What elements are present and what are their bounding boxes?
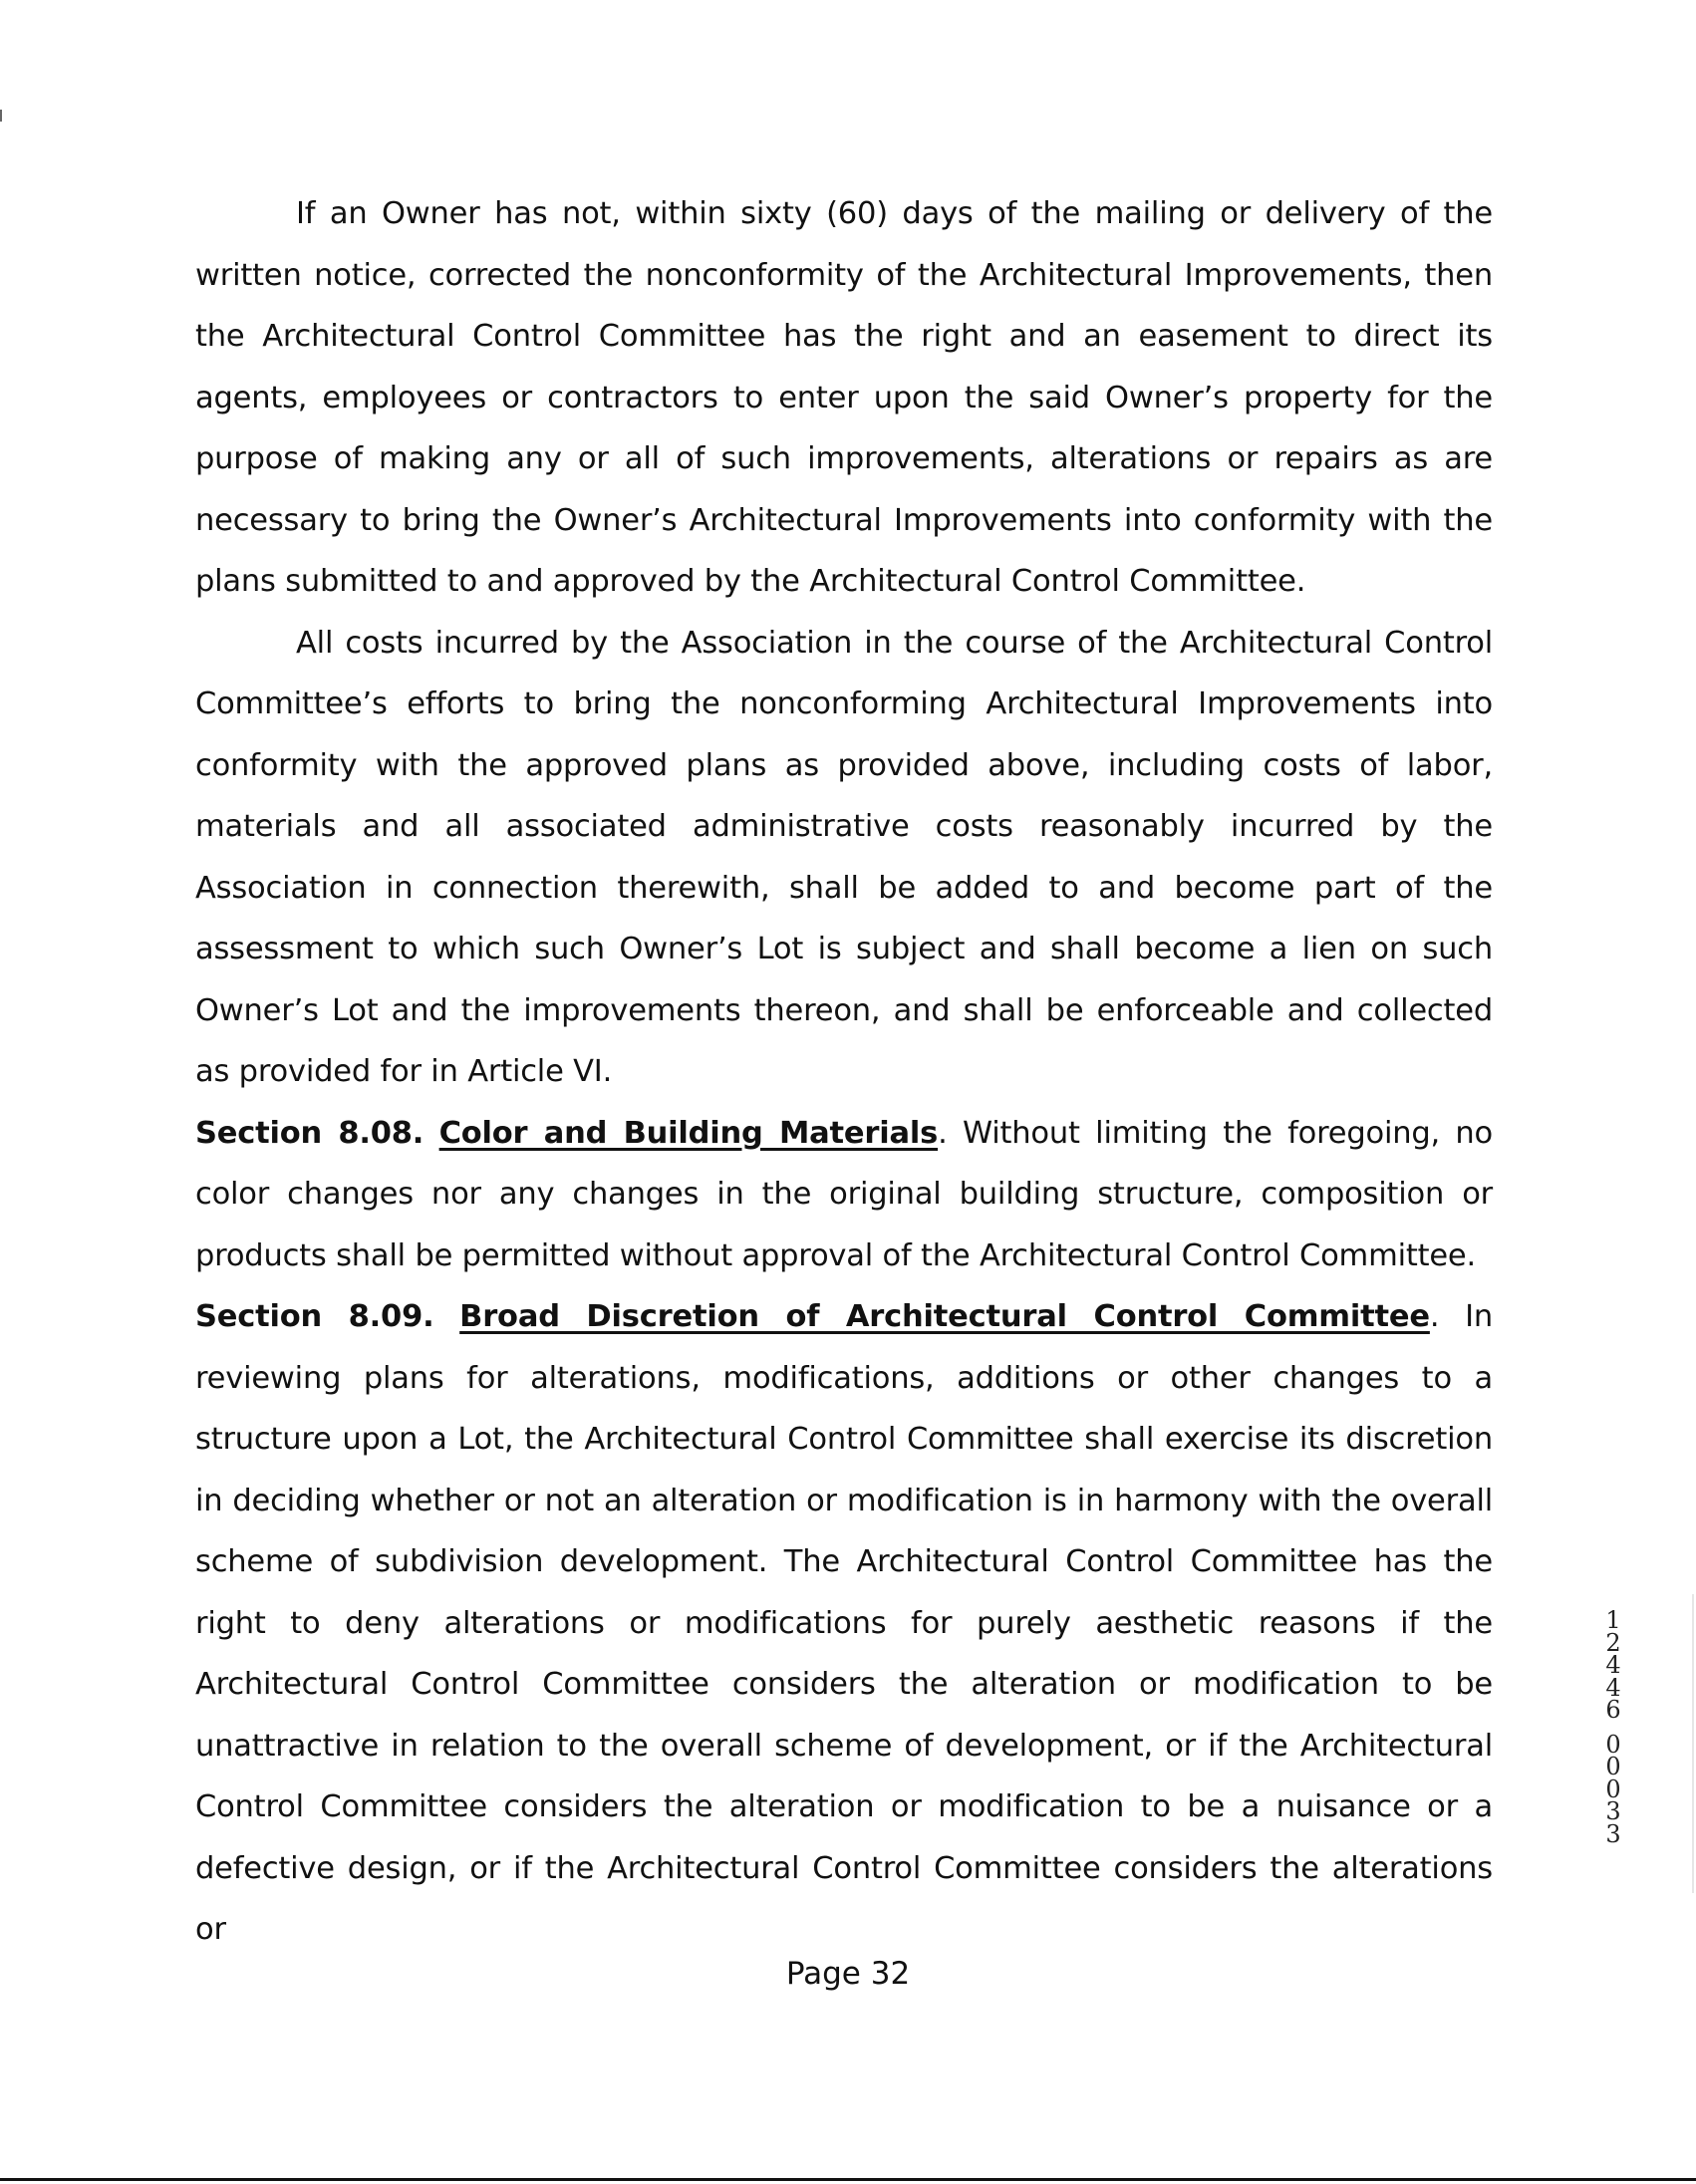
section-8-08 — [195, 1103, 1493, 1287]
scan-edge-shadow — [1692, 1594, 1694, 1893]
paragraph-nonconformity-remedy: If an Owner has not, within sixty (60) days of the mailing or delivery of the written notice, corrected the nonconformity of the Architectural Improvements, then the Architectural Control Committee has the right and an easement to direct its agents, employees or contractors to enter upon the said Owner’s property for the purpose of making any or all of such improvements, alterations or repairs as are necessary to bring the Owner’s Architectural Improvements into conformity with the plans submitted to and approved by the Architectural Control Committee. — [195, 196, 1493, 599]
page-number: Page 32 — [785, 1956, 911, 1992]
recording-stamp-second: 00033 — [1605, 1730, 1621, 1848]
section-8-09 — [195, 1286, 1493, 1961]
scan-edge-mark — [0, 110, 2, 122]
section-8-09-title-period: . — [1429, 1299, 1440, 1334]
paragraph-costs-incurred: All costs incurred by the Association in the course of the Architectural Control Committee’s efforts to bring the nonconforming Architectural Improvements into conformity with the approved plans as provided above, including costs of labor, materials and all associated administrative costs reasonably incurred by the Association in connection therewith, shall be added to and become part of the assessment to which such Owner’s Lot is subject and shall become a lien on such Owner’s Lot and the improvements thereon, and shall be enforceable and collected as provided for in Article VI. — [195, 625, 1493, 1089]
section-8-09-text: In reviewing plans for alterations, modifications, additions or other changes to a structure upon a Lot, the Architectural Control Committee shall exercise its discretion in deciding whether or not an alteration or modification is in harmony with the overall scheme of subdivision development. The Architectural Control Committee has the right to deny alterations or modifications for purely aesthetic reasons if the Architectural Control Committee considers the alteration or modification to be unattractive in relation to the overall scheme of development, or if the Architectural Control Committee considers the alteration or modification to be a nuisance or a defective design, or if the Architectural Control Committee considers the alterations or — [195, 1299, 1493, 1947]
section-8-08-text: Without limiting the foregoing, no color changes nor any changes in the original building structure, composition or products shall be permitted without approval of the Architectural Control Committee. — [195, 1115, 1493, 1273]
document-body — [195, 183, 1493, 1961]
section-8-09-number: Section 8.09. — [195, 1299, 434, 1334]
section-8-09-title: Broad Discretion of Architectural Control Committee — [459, 1299, 1430, 1334]
recording-stamp — [1601, 1606, 1625, 1848]
section-8-08-title-period: . — [938, 1115, 948, 1151]
recording-stamp-first: 12446 — [1605, 1606, 1621, 1724]
section-8-08-number: Section 8.08. — [195, 1115, 424, 1151]
bottom-border-line — [0, 2178, 1696, 2181]
section-8-08-title: Color and Building Materials — [438, 1115, 939, 1151]
